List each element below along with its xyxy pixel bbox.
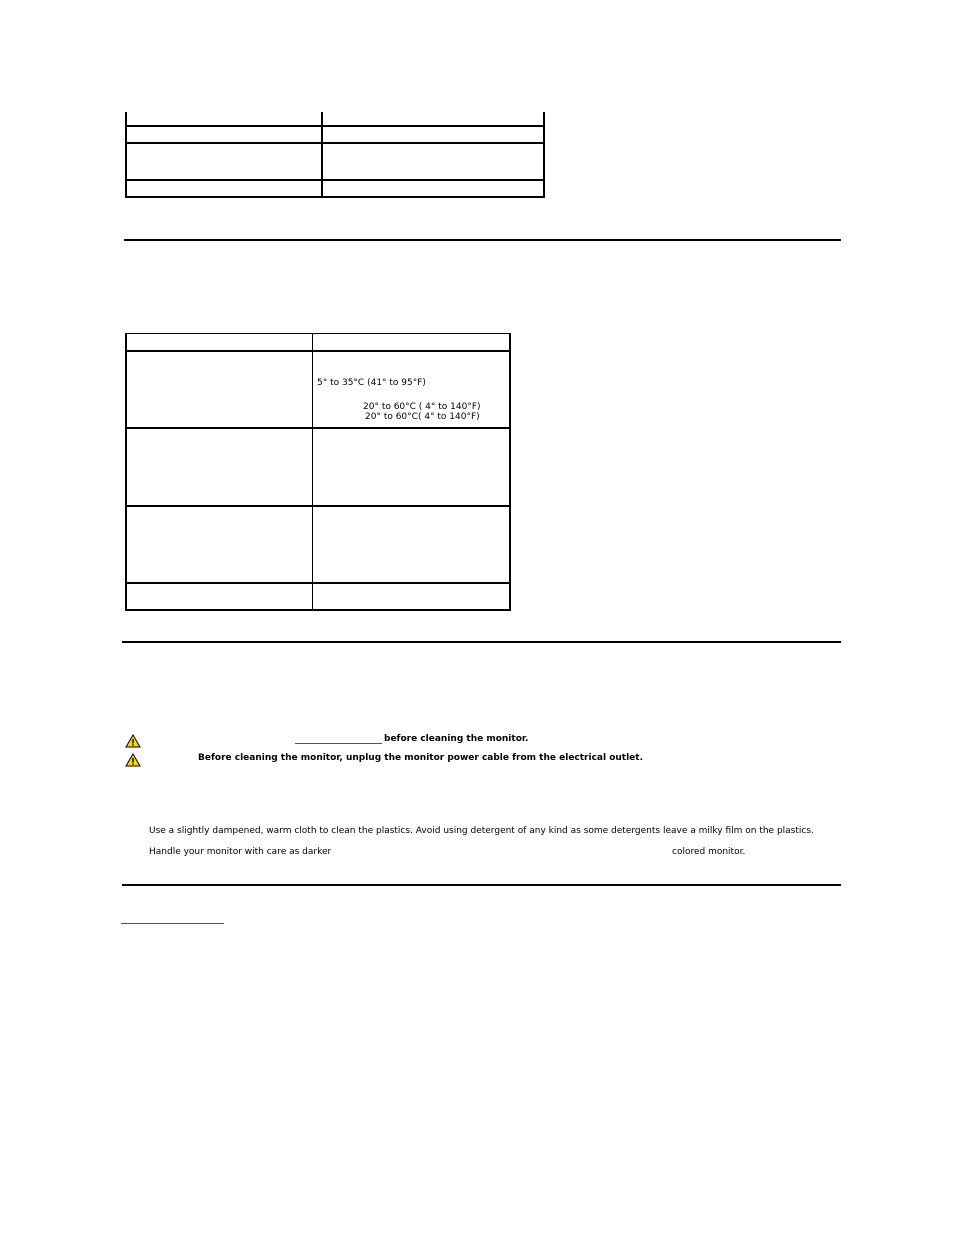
back-to-contents-link[interactable] xyxy=(121,923,224,924)
cleaning-instruction-handle-start: Handle your monitor with care as darker xyxy=(149,847,332,857)
storage-temperature-value-alt: 20° to 60°C( 4° to 140°F) xyxy=(365,412,480,422)
safety-instructions-link[interactable] xyxy=(295,743,382,744)
caution-2-text: Before cleaning the monitor, unplug the monitor power cable from the electrical outlet. xyxy=(198,753,644,763)
section-divider xyxy=(122,884,841,886)
warning-icon xyxy=(125,753,141,767)
cleaning-instruction-handle-end: colored monitor. xyxy=(672,847,746,857)
caution-1-text: before cleaning the monitor. xyxy=(384,734,529,744)
cleaning-instruction-plastics: Use a slightly dampened, warm cloth to clean the plastics. Avoid using detergent of any kind as some detergents leave a milky film on the plastics. xyxy=(149,826,814,836)
section-divider xyxy=(124,239,841,241)
section-divider xyxy=(122,641,841,643)
operating-temperature-value: 5° to 35°C (41° to 95°F) xyxy=(317,378,426,388)
storage-temperature-value: 20° to 60°C ( 4° to 140°F) xyxy=(363,402,481,412)
warning-icon xyxy=(125,734,141,748)
